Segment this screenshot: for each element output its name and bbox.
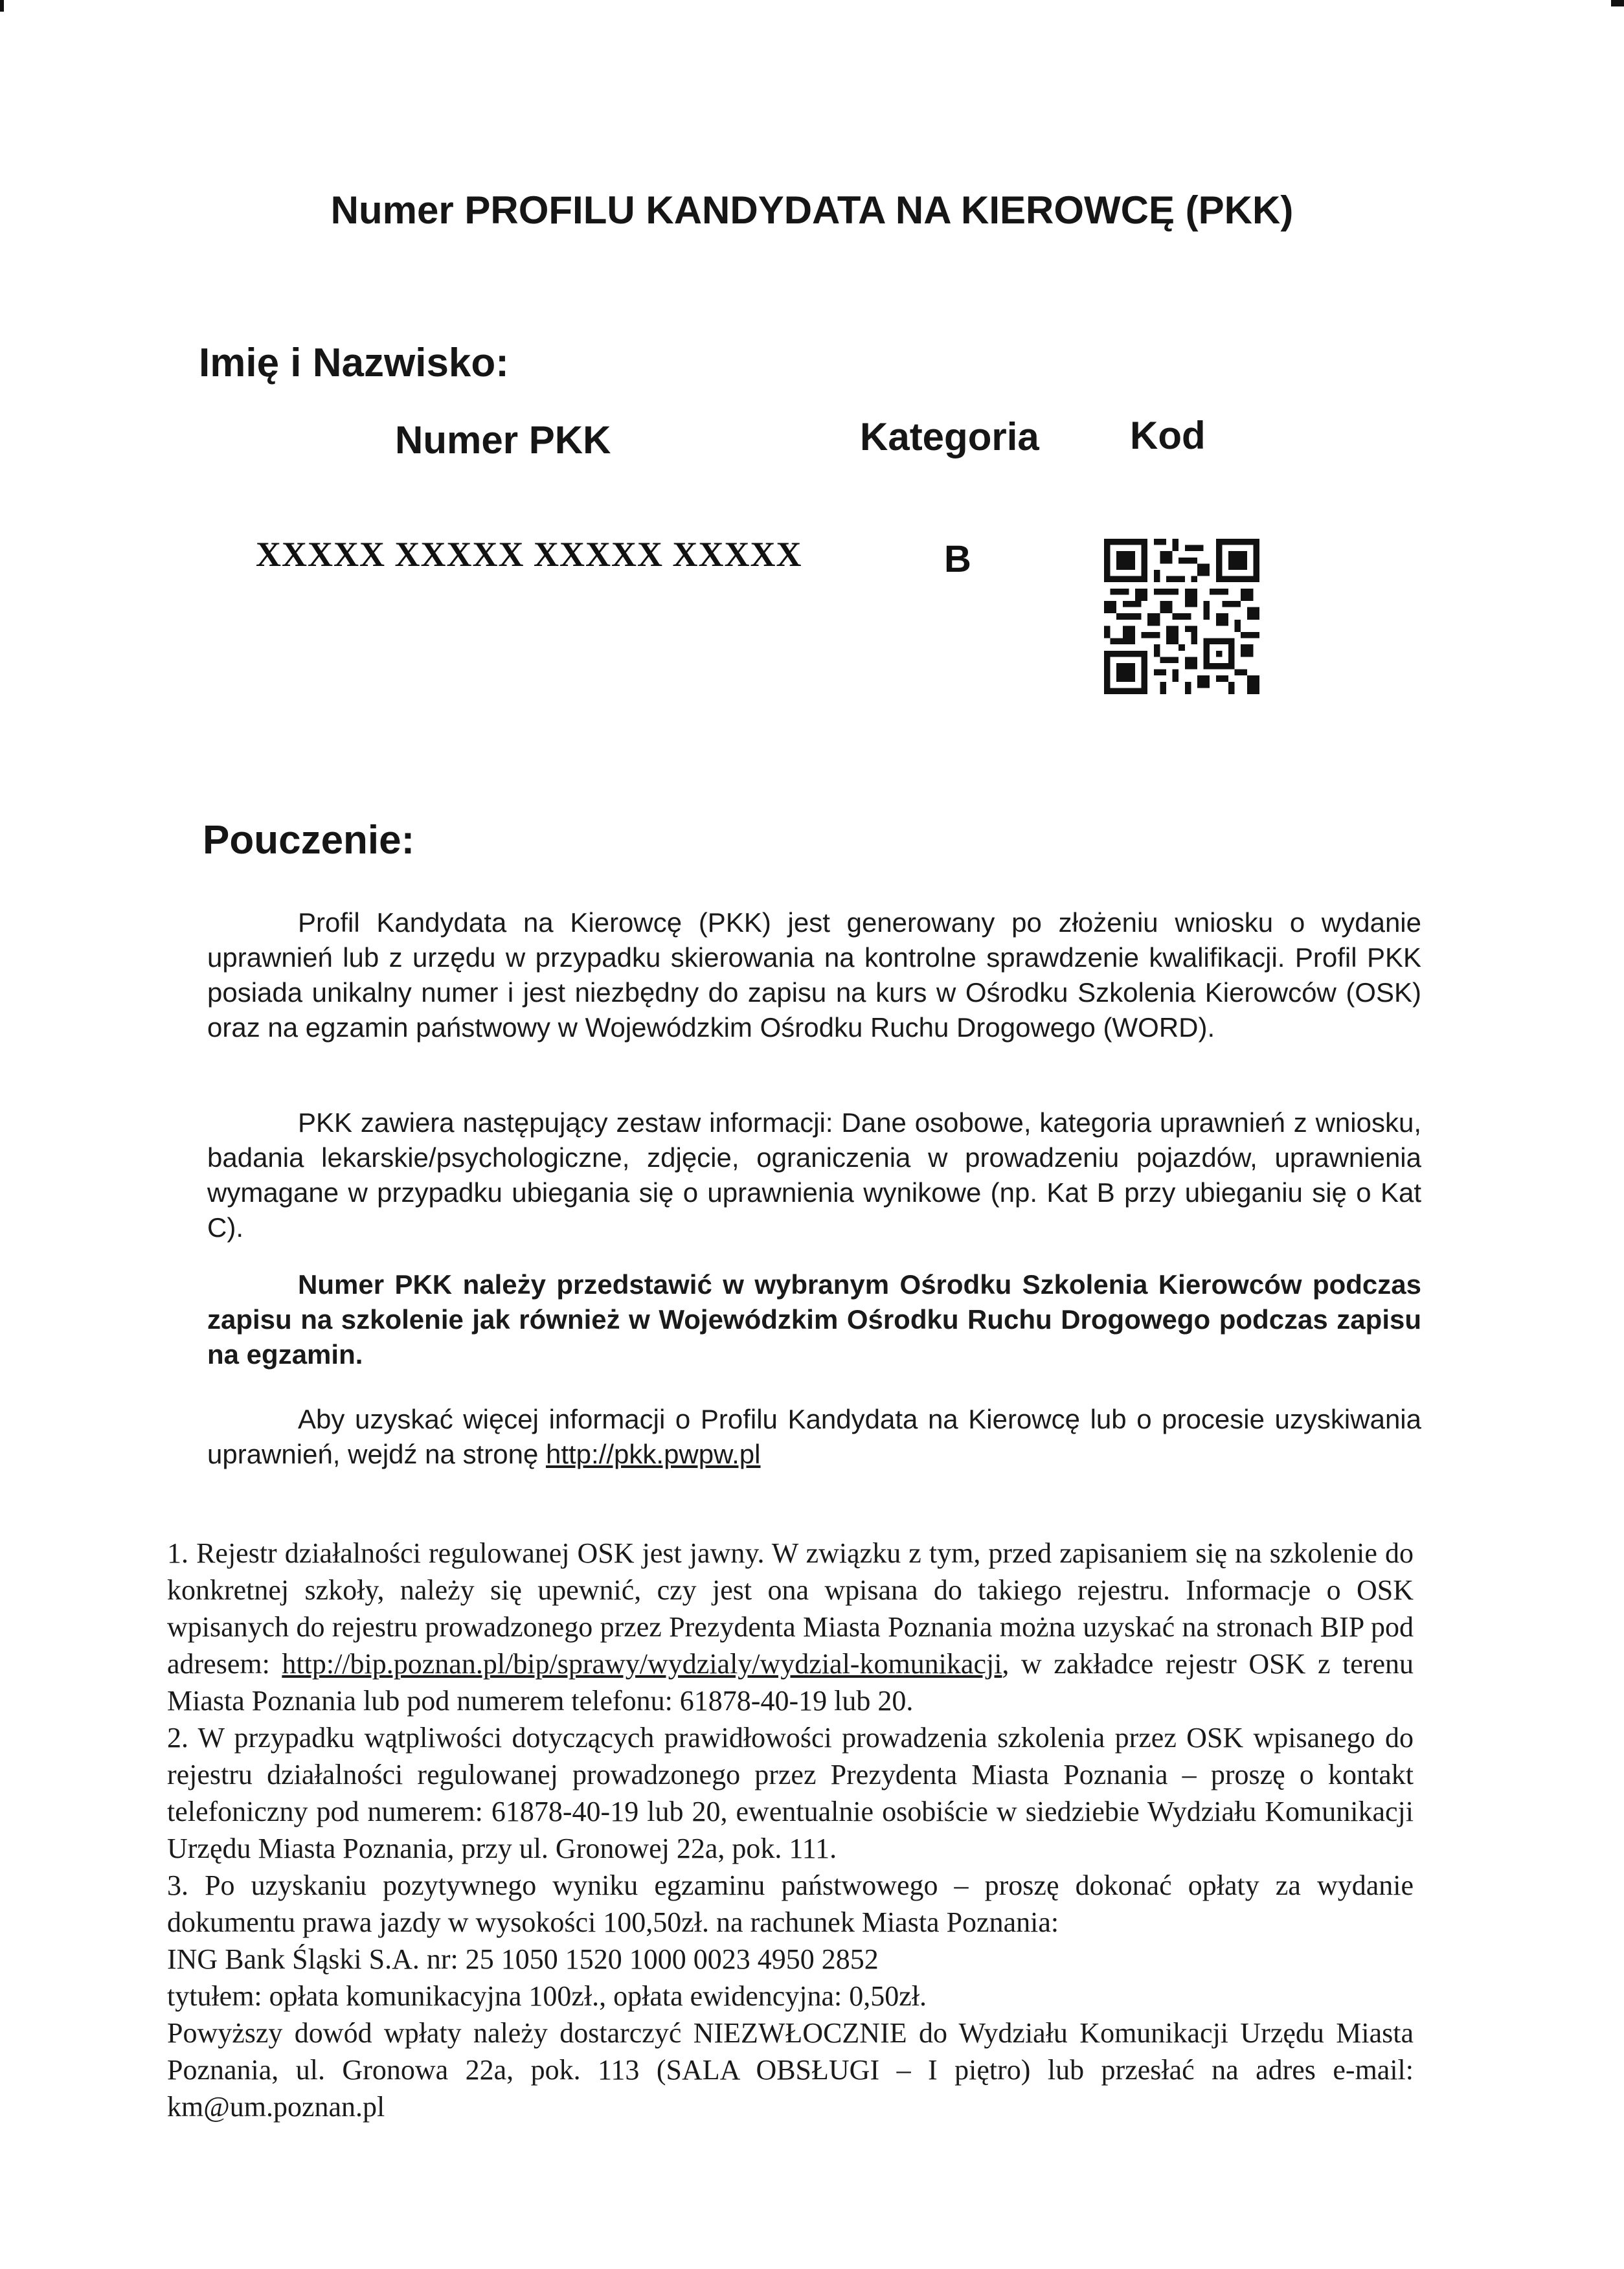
pkk-number-heading: Numer PKK	[395, 418, 611, 462]
instruction-heading: Pouczenie:	[203, 818, 415, 863]
note-1	[167, 1535, 1414, 1719]
paragraph-text: Profil Kandydata na Kierowcę (PKK) jest generowany po złożeniu wniosku o wydanie uprawnień lub z urzędu w przypadku skierowania na kontrolne sprawdzenie kwalifikacji. Profil PKK posiada unikalny numer i jest niezbędny do zapisu na kurs w Ośrodku Szkolenia Kierowców (OSK) oraz na egzamin państwowy w Wojewódzkim Ośrodku Ruchu Drogowego (WORD).	[207, 907, 1421, 1043]
pkk-number-value: XXXXX XXXXX XXXXX XXXXX	[256, 535, 802, 574]
note-3-payment-title: tytułem: opłata komunikacyjna 100zł., opłata ewidencyjna: 0,50zł.	[167, 1980, 927, 2012]
paragraph-pkk-instruction	[207, 1267, 1421, 1372]
paragraph-pkk-description	[207, 905, 1421, 1045]
note-1-text: 1. Rejestr działalności regulowanej OSK jest jawny. W związku z tym, przed zapisaniem się na szkolenie do konkretnej szkoły, należy się upewnić, czy jest ona wpisana do takiego rejestru. Informacje o OSK wpisanych do rejestru prowadzonego przez Prezydenta Miasta Poznania można uzyskać na stronach BIP pod adresem:	[167, 1537, 1414, 1680]
note-1-tail: , w zakładce rejestr OSK z terenu Miasta Poznania lub pod numerem telefonu: 61878-40-19 lub 20.	[167, 1648, 1414, 1717]
name-label: Imię i Nazwisko:	[199, 341, 509, 385]
paragraph-text: Aby uzyskać więcej informacji o Profilu Kandydata na Kierowcę lub o procesie uzyskiwania uprawnień, wejdź na stronę	[207, 1404, 1421, 1469]
note-2: 2. W przypadku wątpliwości dotyczących prawidłowości prowadzenia szkolenia przez OSK wpisanego do rejestru działalności regulowanej prowadzonego przez Prezydenta Miasta Poznania – proszę o kontakt telefoniczny pod numerem: 61878-40-19 lub 20, ewentualnie osobiście w siedziebie Wydziału Komunikacji Urzędu Miasta Poznania, przy ul. Gronowej 22a, pok. 111.	[167, 1722, 1414, 1864]
note-3-delivery: Powyższy dowód wpłaty należy dostarczyć NIEZWŁOCZNIE do Wydziału Komunikacji Urzędu Miasta Poznania, ul. Gronowa 22a, pok. 113 (SALA OBSŁUGI – I piętro) lub przesłać na adres e-mail: km@um.poznan.pl	[167, 2017, 1414, 2123]
note-3-line-1: 3. Po uzyskaniu pozytywnego wyniku egzaminu państwowego – proszę dokonać opłaty za wydanie dokumentu prawa jazdy w wysokości 100,50zł. na rachunek Miasta Poznania:	[167, 1869, 1414, 1938]
category-heading: Kategoria	[860, 415, 1039, 458]
qr-code-icon	[1104, 539, 1259, 694]
paragraph-pkk-contents	[207, 1105, 1421, 1245]
category-value: B	[944, 538, 971, 580]
paragraph-text: PKK zawiera następujący zestaw informacji: Dane osobowe, kategoria uprawnień z wniosku, badania lekarskie/psychologiczne, zdjęcie, ograniczenia w prowadzeniu pojazdów, uprawnienia wymagane w przypadku ubiegania się o uprawnienia wynikowe (np. Kat B przy ubieganiu się o Kat C).	[207, 1107, 1421, 1243]
paragraph-text: Numer PKK należy przedstawić w wybranym Ośrodku Szkolenia Kierowców podczas zapisu na szkolenie jak również w Wojewódzkim Ośrodku Ruchu Drogowego podczas zapisu na egzamin.	[207, 1269, 1421, 1370]
document-title: Numer PROFILU KANDYDATA NA KIEROWCĘ (PKK)	[330, 188, 1294, 232]
code-heading: Kod	[1130, 414, 1206, 457]
notes-section	[167, 1535, 1414, 2125]
paragraph-more-info	[207, 1402, 1421, 1472]
scan-edge-mark-left	[0, 0, 4, 12]
note-3-bank-account: ING Bank Śląski S.A. nr: 25 1050 1520 1000 0023 4950 2852	[167, 1943, 879, 1975]
scan-edge-mark-right	[1611, 0, 1624, 6]
pkk-website-link[interactable]: http://pkk.pwpw.pl	[545, 1439, 761, 1469]
bip-link[interactable]: http://bip.poznan.pl/bip/sprawy/wydzialy/wydzial-komunikacji	[282, 1648, 1002, 1680]
